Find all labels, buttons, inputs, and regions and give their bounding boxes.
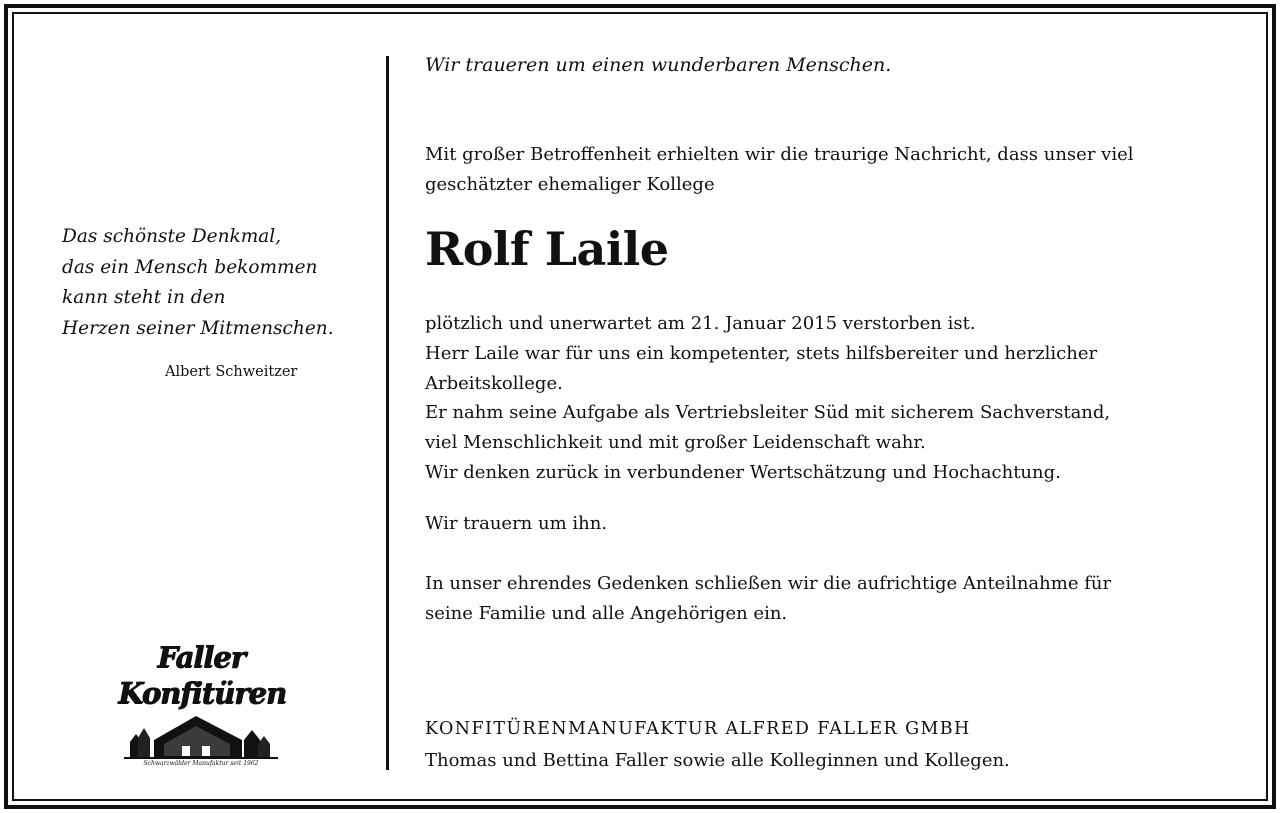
text-line: Er nahm seine Aufgabe als Vertriebsleiter Süd mit sicherem Sachverstand, [425,402,1111,424]
farmhouse-illustration-icon [124,712,278,760]
text-line: Mit großer Betroffenheit erhielten wir die traurige Nachricht, dass unser viel [425,144,1134,165]
deceased-name: Rolf Laile [425,222,669,276]
text-line: Arbeitskollege. [425,372,563,394]
logo-tagline: Schwarzwälder Manufaktur seit 1962 [143,760,259,767]
notice-intro [425,140,1134,200]
text-line: geschätzter ehemaliger Kollege [425,173,715,195]
text-line: seine Familie und alle Angehörigen ein. [425,602,788,624]
text-line: viel Menschlichkeit und mit großer Leidenschaft wahr. [425,432,926,454]
signers: Thomas und Bettina Faller sowie alle Kolleginnen und Kollegen. [425,750,1010,771]
text-line: plötzlich und unerwartet am 21. Januar 2015 verstorben ist. [425,313,976,334]
quote-line: Herzen seiner Mitmenschen. [62,317,334,339]
quote-author: Albert Schweitzer [165,364,298,380]
text-line: Herr Laile war für uns ein kompetenter, stets hilfsbereiter und herzlicher [425,342,1098,364]
text-line: Wir denken zurück in verbundener Wertschätzung und Hochachtung. [425,461,1061,483]
text-line: In unser ehrendes Gedenken schließen wir die aufrichtige Anteilnahme für [425,573,1112,594]
quote-line: Das schönste Denkmal, [62,226,282,247]
notice-condolence [425,569,1111,629]
quote [62,222,372,344]
logo-word-konfitueren: Konfitüren [118,676,286,710]
faller-logo [118,638,284,772]
notice-body [425,309,1110,488]
quote-line: kann steht in den [62,287,226,308]
vertical-divider [386,56,389,770]
company-name: KONFITÜRENMANUFAKTUR ALFRED FALLER GMBH [425,719,971,739]
notice-mourning: Wir trauern um ihn. [425,513,608,534]
logo-word-faller: Faller [157,640,245,674]
notice-lede: Wir traueren um einen wunderbaren Menschen. [425,54,892,76]
quote-line: das ein Mensch bekommen [62,256,318,278]
